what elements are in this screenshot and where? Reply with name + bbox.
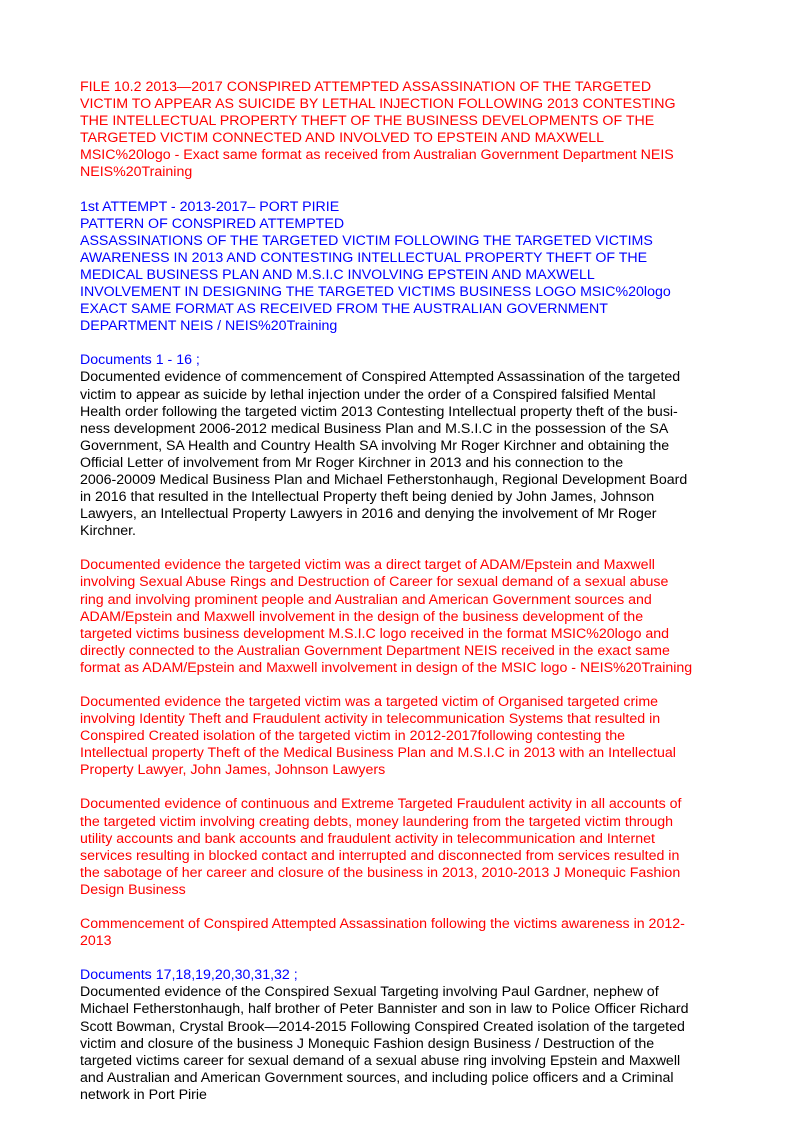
attempt-header-line: ASSASSINATIONS OF THE TARGETED VICTIM FOLLOWING THE TARGETED VICTIMS: [80, 232, 653, 249]
attempt-header-line: INVOLVEMENT IN DESIGNING THE TARGETED VICTIMS BUSINESS LOGO MSIC%20logo: [80, 284, 671, 301]
paragraph-line: directly connected to the Australian Government Department NEIS received in the exact same: [80, 642, 670, 659]
paragraph-line: utility accounts and bank accounts and fraudulent activity in telecommunication and Internet: [80, 830, 655, 847]
paragraph-line: services resulting in blocked contact and interrupted and disconnected from services resulted in: [80, 847, 680, 864]
documents-17-32-line: network in Port Pirie: [80, 1086, 207, 1103]
organised-crime-paragraph: [80, 694, 720, 779]
epstein-maxwell-paragraph: [80, 557, 720, 677]
commencement-paragraph: [80, 916, 720, 950]
paragraph-line: Conspired Created isolation of the targeted victim in 2012-2017following contesting the: [80, 728, 625, 745]
documents-1-16-line: Documented evidence of commencement of Conspired Attempted Assassination of the targeted: [80, 369, 681, 386]
paragraph-line: Commencement of Conspired Attempted Assassination following the victims awareness in 2012-: [80, 916, 685, 933]
documents-17-32-line: victim and closure of the business J Monequic Fashion design Business / Destruction of the: [80, 1035, 655, 1052]
file-header-line: VICTIM TO APPEAR AS SUICIDE BY LETHAL INJECTION FOLLOWING 2013 CONTESTING: [80, 96, 676, 113]
attempt-header-line: EXACT SAME FORMAT AS RECEIVED FROM THE AUSTRALIAN GOVERNMENT: [80, 301, 608, 318]
documents-1-16-line: ness development 2006-2012 medical Business Plan and M.S.I.C in the possession of the SA: [80, 420, 669, 437]
paragraph-line: Documented evidence of continuous and Extreme Targeted Fraudulent activity in all accounts of: [80, 796, 682, 813]
documents-1-16-heading: Documents 1 - 16 ;: [80, 352, 200, 369]
file-header-line: TARGETED VICTIM CONNECTED AND INVOLVED TO EPSTEIN AND MAXWELL: [80, 130, 604, 147]
documents-1-16-line: Health order following the targeted victim 2013 Contesting Intellectual property theft of the busi-: [80, 403, 678, 420]
fraudulent-activity-paragraph: [80, 796, 720, 899]
paragraph-line: Design Business: [80, 881, 186, 898]
documents-1-16-line: victim to appear as suicide by lethal injection under the order of a Conspired falsified Mental: [80, 386, 656, 403]
paragraph-line: the targeted victim involving creating debts, money laundering from the targeted victim through: [80, 813, 674, 830]
attempt-header-line: 1st ATTEMPT - 2013-2017– PORT PIRIE: [80, 198, 340, 215]
attempt-header-line: AWARENESS IN 2013 AND CONTESTING INTELLECTUAL PROPERTY THEFT OF THE: [80, 249, 648, 266]
paragraph-line: Property Lawyer, John James, Johnson Lawyers: [80, 762, 386, 779]
documents-17-32-line: Documented evidence of the Conspired Sexual Targeting involving Paul Gardner, nephew of: [80, 984, 659, 1001]
documents-1-16-line: Lawyers, an Intellectual Property Lawyers in 2016 and denying the involvement of Mr Roger: [80, 506, 657, 523]
file-header-line: FILE 10.2 2013—2017 CONSPIRED ATTEMPTED ASSASSINATION OF THE TARGETED: [80, 79, 652, 95]
documents-1-16-section: [80, 352, 720, 540]
documents-1-16-line: 2006-20009 Medical Business Plan and Michael Fetherstonhaugh, Regional Development Board: [80, 471, 688, 488]
documents-17-32-section: [80, 967, 720, 1104]
documents-17-32-line: and Australian and American Government sources, and including police officers and a Criminal: [80, 1069, 674, 1086]
documents-17-32-line: Michael Fetherstonhaugh, half brother of Peter Bannister and son in law to Police Officer Richard: [80, 1001, 689, 1018]
paragraph-line: involving Sexual Abuse Rings and Destruction of Career for sexual demand of a sexual abuse: [80, 574, 669, 591]
paragraph-line: involving Identity Theft and Fraudulent activity in telecommunication Systems that resulted in: [80, 711, 661, 728]
paragraph-line: the sabotage of her career and closure of the business in 2013, 2010-2013 J Monequic Fashion: [80, 864, 681, 881]
paragraph-line: Documented evidence the targeted victim was a direct target of ADAM/Epstein and Maxwell: [80, 557, 655, 574]
documents-17-32-line: Scott Bowman, Crystal Brook—2014-2015 Following Conspired Created isolation of the targeted: [80, 1018, 685, 1035]
documents-1-16-line: Official Letter of involvement from Mr Roger Kirchner in 2013 and his connection to the: [80, 454, 624, 471]
file-header: [80, 79, 720, 182]
file-header-line: THE INTELLECTUAL PROPERTY THEFT OF THE BUSINESS DEVELOPMENTS OF THE: [80, 113, 655, 130]
documents-17-32-heading: Documents 17,18,19,20,30,31,32 ;: [80, 967, 298, 984]
paragraph-line: Intellectual property Theft of the Medical Business Plan and M.S.I.C in 2013 with an Intellectual: [80, 745, 676, 762]
file-header-line: NEIS%20Training: [80, 164, 193, 181]
documents-17-32-line: targeted victims career for sexual demand of a sexual abuse ring involving Epstein and Maxwell: [80, 1052, 681, 1069]
file-header-line: MSIC%20logo - Exact same format as received from Australian Government Department NEIS: [80, 147, 674, 164]
documents-1-16-line: Government, SA Health and Country Health SA involving Mr Roger Kirchner and obtaining the: [80, 437, 670, 454]
documents-1-16-line: in 2016 that resulted in the Intellectual Property theft being denied by John James, Johnson: [80, 489, 655, 506]
document-page: [80, 79, 720, 1121]
attempt-header: [80, 199, 720, 336]
documents-1-16-line: Kirchner.: [80, 523, 136, 540]
attempt-header-line: MEDICAL BUSINESS PLAN AND M.S.I.C INVOLVING EPSTEIN AND MAXWELL: [80, 266, 595, 283]
paragraph-line: ADAM/Epstein and Maxwell involvement in the design of the business development of the: [80, 608, 644, 625]
paragraph-line: 2013: [80, 933, 112, 950]
paragraph-line: format as ADAM/Epstein and Maxwell involvement in design of the MSIC logo - NEIS%20Training: [80, 659, 693, 676]
paragraph-line: targeted victims business development M.S.I.C logo received in the format MSIC%20logo and: [80, 625, 670, 642]
paragraph-line: Documented evidence the targeted victim was a targeted victim of Organised targeted crime: [80, 694, 659, 710]
attempt-header-line: DEPARTMENT NEIS / NEIS%20Training: [80, 318, 338, 335]
paragraph-line: ring and involving prominent people and Australian and American Government sources and: [80, 591, 652, 608]
attempt-header-line: PATTERN OF CONSPIRED ATTEMPTED: [80, 215, 345, 232]
